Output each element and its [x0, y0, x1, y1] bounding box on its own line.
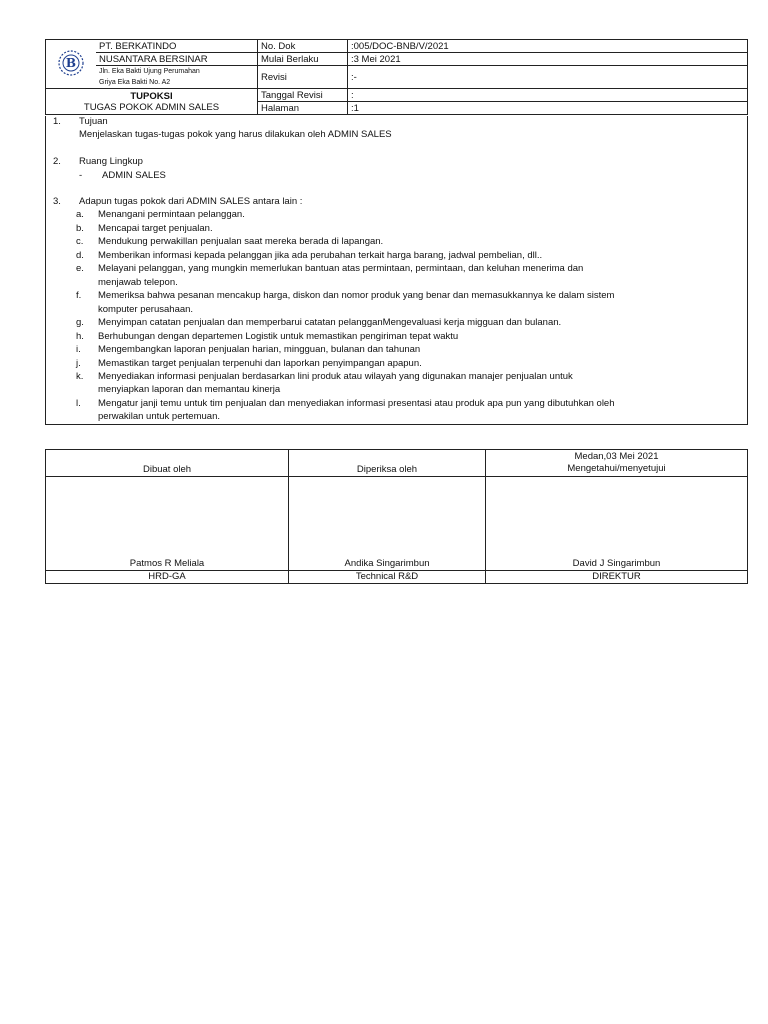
- task-text: Mengatur janji temu untuk tim penjualan dan menyediakan informasi presentasi atau produk apa pun yang dibutuhkan oleh: [98, 398, 615, 409]
- task-text: Mendukung perwakillan penjualan saat mereka berada di lapangan.: [98, 236, 384, 247]
- company-address-line1: Jln. Eka Bakti Ujung Perumahan: [99, 68, 200, 75]
- document-title-line2: TUGAS POKOK ADMIN SALES: [83, 101, 220, 113]
- document-title: [46, 89, 258, 115]
- signature-table: [45, 449, 748, 584]
- task-marker: g.: [76, 317, 84, 328]
- company-address-line2: Griya Eka Bakti No. A2: [99, 79, 171, 86]
- document-body: [45, 116, 748, 425]
- section-1-title: Tujuan: [79, 116, 108, 127]
- task-text: Mengembangkan laporan penjualan harian, mingguan, bulanan dan tahunan: [98, 344, 421, 355]
- task-marker: j.: [76, 358, 81, 369]
- task-text: Mencapai target penjualan.: [98, 223, 213, 234]
- section-3-title: Adapun tugas pokok dari ADMIN SALES antara lain :: [79, 196, 303, 207]
- prepared-by-role: HRD-GA: [46, 571, 289, 584]
- section-2-dash: -: [79, 170, 83, 181]
- revision-date-label: Tanggal Revisi: [258, 89, 348, 102]
- doc-number-value: :005/DOC-BNB/V/2021: [348, 40, 748, 53]
- prepared-by-header: Dibuat oleh: [46, 450, 289, 477]
- task-text: Menyediakan informasi penjualan berdasarkan lini produk atau wilayah yang digunakan manajer penjualan untuk: [98, 371, 573, 382]
- effective-date-label: Mulai Berlaku: [258, 53, 348, 66]
- task-marker: b.: [76, 223, 84, 234]
- prepared-by-name: Patmos R Meliala: [46, 477, 289, 571]
- checked-by-name: Andika Singarimbun: [289, 477, 486, 571]
- doc-number-label: No. Dok: [258, 40, 348, 53]
- section-2-item: ADMIN SALES: [102, 170, 166, 181]
- approved-by-role: DIREKTUR: [486, 571, 748, 584]
- company-name-line2: NUSANTARA BERSINAR: [96, 53, 258, 66]
- task-text-continuation: komputer perusahaan.: [98, 304, 194, 315]
- effective-date-value: :3 Mei 2021: [348, 53, 748, 66]
- task-text: Menyimpan catatan penjualan dan memperbarui catatan pelangganMengevaluasi kerja migguan dan bulanan.: [98, 317, 562, 328]
- page-value: :1: [348, 102, 748, 115]
- section-3-number: 3.: [53, 196, 61, 207]
- revision-value: :-: [348, 66, 748, 89]
- document-title-line1: TUPOKSI: [130, 90, 173, 102]
- section-1-number: 1.: [53, 116, 61, 127]
- svg-text:B: B: [65, 55, 77, 70]
- checked-by-header: Diperiksa oleh: [289, 450, 486, 477]
- revision-date-value: :: [348, 89, 748, 102]
- task-text-continuation: menjawab telepon.: [98, 277, 178, 288]
- section-2-number: 2.: [53, 156, 61, 167]
- task-marker: d.: [76, 250, 84, 261]
- approved-by-name: David J Singarimbun: [486, 477, 748, 571]
- task-marker: f.: [76, 290, 82, 301]
- revision-label: Revisi: [258, 66, 348, 89]
- document-header-table: [45, 39, 748, 115]
- task-text: Berhubungan dengan departemen Logistik untuk memastikan pengiriman tepat waktu: [98, 331, 459, 342]
- approved-by-label: Mengetahui/menyetujui: [567, 463, 666, 474]
- task-marker: h.: [76, 331, 84, 342]
- task-text: Memeriksa bahwa pesanan mencakup harga, diskon dan nomor produk yang benar dan memasukkannya ke dalam sistem: [98, 290, 615, 301]
- company-logo-icon: [56, 48, 86, 78]
- task-marker: a.: [76, 209, 84, 220]
- company-logo: [46, 40, 97, 89]
- task-marker: k.: [76, 371, 84, 382]
- task-marker: e.: [76, 263, 84, 274]
- section-2-title: Ruang Lingkup: [79, 156, 143, 167]
- task-text: Melayani pelanggan, yang mungkin memerlukan bantuan atas permintaan, permintaan, dan keluhan menerima dan: [98, 263, 584, 274]
- task-text-continuation: perwakilan untuk pertemuan.: [98, 411, 220, 422]
- signature-date: Medan,03 Mei 2021: [574, 451, 659, 462]
- task-text-continuation: menyiapkan laporan dan memantau kinerja: [98, 384, 281, 395]
- task-text: Memberikan informasi kepada pelanggan jika ada perubahan terkait harga barang, jadwal pembelian, dll..: [98, 250, 543, 261]
- task-marker: i.: [76, 344, 81, 355]
- checked-by-role: Technical R&D: [289, 571, 486, 584]
- company-name-line1: PT. BERKATINDO: [96, 40, 258, 53]
- task-text: Menangani permintaan pelanggan.: [98, 209, 245, 220]
- section-1-text: Menjelaskan tugas-tugas pokok yang harus dilakukan oleh ADMIN SALES: [79, 129, 392, 140]
- company-address: [96, 66, 258, 89]
- task-marker: l.: [76, 398, 81, 409]
- task-text: Memastikan target penjualan terpenuhi dan laporkan penyimpangan apapun.: [98, 358, 422, 369]
- approved-by-header: [486, 450, 748, 477]
- task-marker: c.: [76, 236, 84, 247]
- page-label: Halaman: [258, 102, 348, 115]
